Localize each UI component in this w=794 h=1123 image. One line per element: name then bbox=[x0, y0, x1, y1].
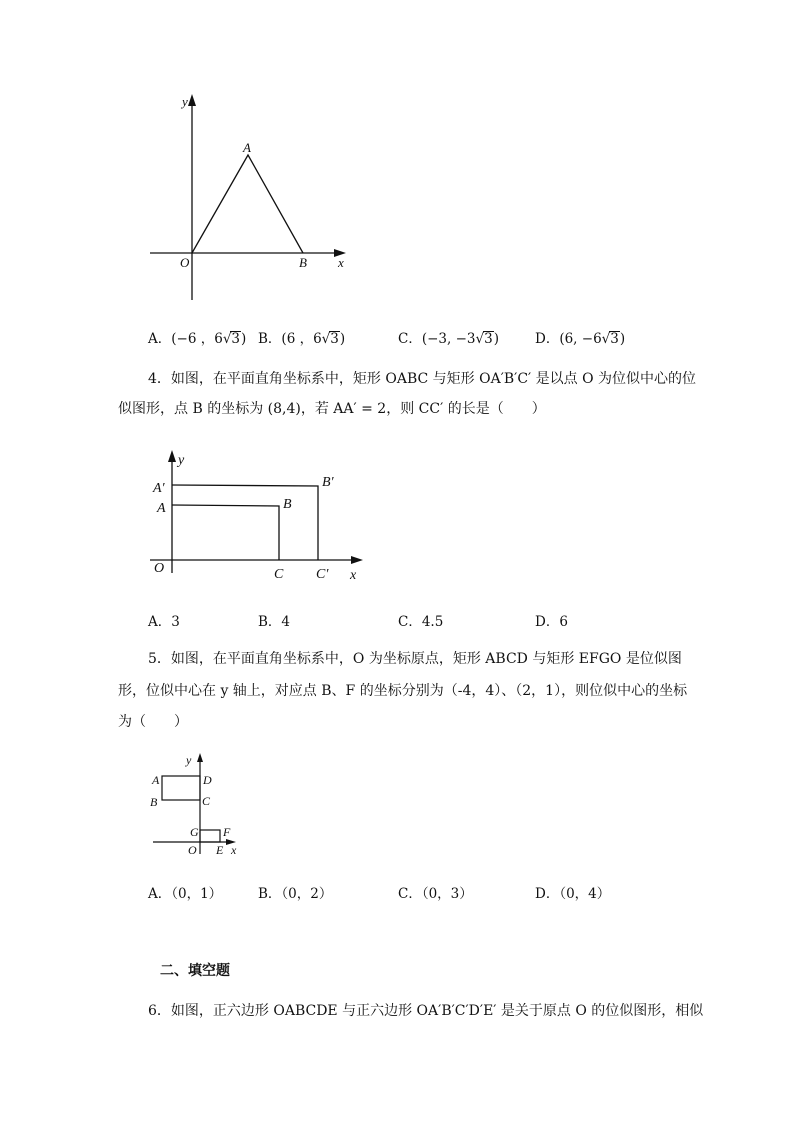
q5-label-F: F bbox=[223, 825, 231, 839]
q4-stem-line1: 4．如图，在平面直角坐标系中，矩形 OABC 与矩形 OA′B′C′ 是以点 O 为位似中心的位 bbox=[148, 371, 697, 387]
q5-stem-line3: 为（ ） bbox=[118, 714, 188, 730]
q5-label-O: O bbox=[188, 843, 197, 857]
q4-label-x: x bbox=[350, 568, 357, 583]
q3-label-O: O bbox=[180, 255, 190, 270]
q3-label-y: y bbox=[182, 94, 188, 109]
q5-option-d[interactable]: D．（0，4） bbox=[535, 886, 611, 902]
q5-label-y: y bbox=[186, 753, 192, 767]
q5-option-a[interactable]: A．（0，1） bbox=[148, 886, 223, 902]
q3-option-c[interactable]: C．(−3, −3√3) bbox=[398, 331, 499, 347]
q4-label-O: O bbox=[154, 561, 165, 576]
q5-label-E: E bbox=[216, 843, 224, 857]
q3-figure bbox=[140, 90, 360, 310]
q4-label-y: y bbox=[178, 453, 185, 468]
q4-x-arrow bbox=[351, 556, 363, 564]
q4-label-C: C bbox=[274, 567, 284, 582]
section-title-fill-in: 二、填空题 bbox=[160, 963, 230, 979]
q4-option-b[interactable]: B．4 bbox=[258, 614, 291, 630]
q3-option-d[interactable]: D．(6, −6√3) bbox=[535, 331, 626, 347]
q5-label-D: D bbox=[203, 773, 212, 787]
q4-option-c[interactable]: C．4.5 bbox=[398, 614, 444, 630]
q5-option-b[interactable]: B．（0，2） bbox=[258, 886, 333, 902]
q4-rect-outer bbox=[172, 485, 318, 560]
q4-label-B: B bbox=[283, 497, 292, 512]
q3-option-a[interactable]: A．(−6 ，6√3) bbox=[148, 331, 247, 347]
q3-triangle bbox=[192, 155, 303, 253]
q4-label-B-prime: B′ bbox=[322, 475, 334, 490]
q3-label-B: B bbox=[299, 255, 307, 270]
q5-y-arrow bbox=[197, 753, 203, 762]
q5-rect-EFGO bbox=[200, 830, 220, 842]
q4-label-C-prime: C′ bbox=[316, 567, 329, 582]
q6-stem-line1: 6．如图，正六边形 OABCDE 与正六边形 OA′B′C′D′E′ 是关于原点 O 的位似图形，相似 bbox=[148, 1003, 704, 1019]
q4-y-arrow bbox=[168, 450, 176, 462]
q4-label-A: A bbox=[157, 501, 166, 516]
q3-label-x: x bbox=[338, 255, 344, 270]
q3-y-arrow bbox=[188, 94, 196, 106]
q5-label-B: B bbox=[150, 795, 158, 809]
q4-option-d[interactable]: D．6 bbox=[535, 614, 568, 630]
q5-stem-line2: 形，位似中心在 y 轴上，对应点 B、F 的坐标分别为（-4，4）、（2，1），则位似中心的坐标 bbox=[118, 683, 688, 699]
q4-label-A-prime: A′ bbox=[153, 481, 165, 496]
q5-label-A: A bbox=[152, 773, 160, 787]
q3-label-A: A bbox=[243, 140, 251, 155]
q5-label-x: x bbox=[231, 843, 237, 857]
q3-option-b[interactable]: B．(6 ，6√3) bbox=[258, 331, 346, 347]
q5-option-c[interactable]: C．（0，3） bbox=[398, 886, 473, 902]
q4-stem-line2: 似图形，点 B 的坐标为 (8,4)，若 AA′ = 2，则 CC′ 的长是（ ） bbox=[118, 401, 546, 417]
q4-rect-inner bbox=[172, 505, 279, 560]
q5-label-C: C bbox=[202, 794, 211, 808]
q5-label-G: G bbox=[190, 825, 199, 839]
q5-figure bbox=[145, 748, 255, 860]
q4-option-a[interactable]: A．3 bbox=[148, 614, 180, 630]
q5-stem-line1: 5．如图，在平面直角坐标系中，O 为坐标原点，矩形 ABCD 与矩形 EFGO 是位似图 bbox=[148, 651, 682, 667]
q4-figure bbox=[145, 448, 375, 588]
q5-rect-ABCD bbox=[162, 776, 200, 800]
